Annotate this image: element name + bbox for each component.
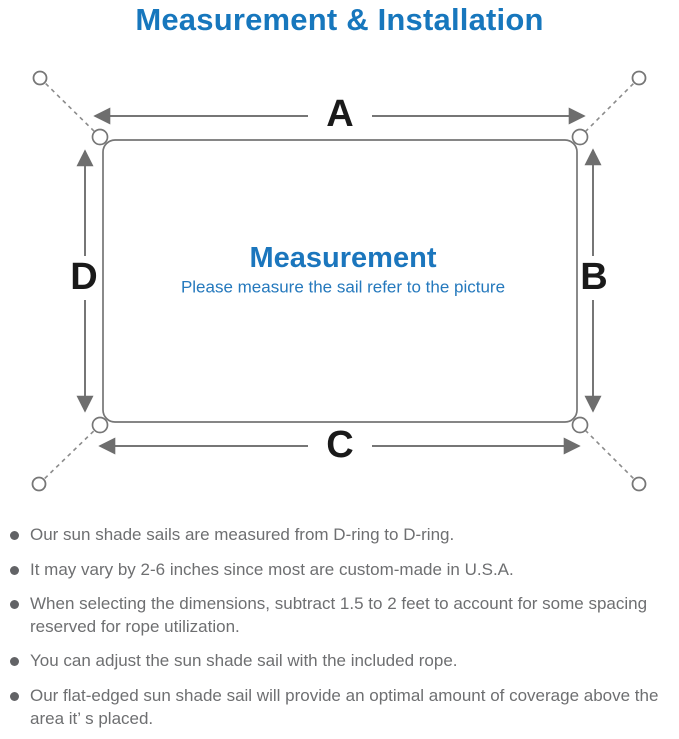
d-ring-top-left-icon xyxy=(93,130,108,145)
rope-line-bottom-right xyxy=(579,424,639,484)
bullet-icon xyxy=(10,692,19,701)
note-text: Our sun shade sails are measured from D-ring to D-ring. xyxy=(30,525,455,544)
dimension-label-c: C xyxy=(326,424,354,466)
note-text: When selecting the dimensions, subtract 1.5 to 2 feet to account for some spacing reserved for rope utilization. xyxy=(30,594,648,636)
dimension-label-b: B xyxy=(580,256,608,298)
anchor-ring-top-left-icon xyxy=(34,72,47,85)
rope-line-top-left xyxy=(40,78,101,138)
rope-line-bottom-left xyxy=(39,424,101,484)
bullet-icon xyxy=(10,600,19,609)
note-item xyxy=(10,524,662,547)
bullet-icon xyxy=(10,531,19,540)
diagram-center-heading: Measurement xyxy=(249,242,437,274)
anchor-ring-top-right-icon xyxy=(633,72,646,85)
measurement-diagram xyxy=(0,55,679,520)
note-item xyxy=(10,593,662,638)
note-item xyxy=(10,559,662,582)
d-ring-bottom-left-icon xyxy=(93,418,108,433)
dimension-label-d: D xyxy=(70,256,98,298)
anchor-ring-bottom-left-icon xyxy=(33,478,46,491)
note-text: Our flat-edged sun shade sail will provide an optimal amount of coverage above the area it’ s placed. xyxy=(30,686,659,728)
note-item xyxy=(10,685,662,730)
bullet-icon xyxy=(10,657,19,666)
page-title: Measurement & Installation xyxy=(135,2,544,37)
dimension-label-a: A xyxy=(326,93,354,135)
notes-list xyxy=(10,524,670,739)
bullet-icon xyxy=(10,566,19,575)
note-item xyxy=(10,650,662,673)
note-text: You can adjust the sun shade sail with the included rope. xyxy=(30,651,458,671)
anchor-ring-bottom-right-icon xyxy=(633,478,646,491)
rope-line-top-right xyxy=(579,78,639,138)
d-ring-top-right-icon xyxy=(573,130,588,145)
diagram-center-subtitle: Please measure the sail refer to the picture xyxy=(180,277,506,297)
note-text: It may vary by 2-6 inches since most are custom-made in U.S.A. xyxy=(30,559,514,579)
d-ring-bottom-right-icon xyxy=(573,418,588,433)
